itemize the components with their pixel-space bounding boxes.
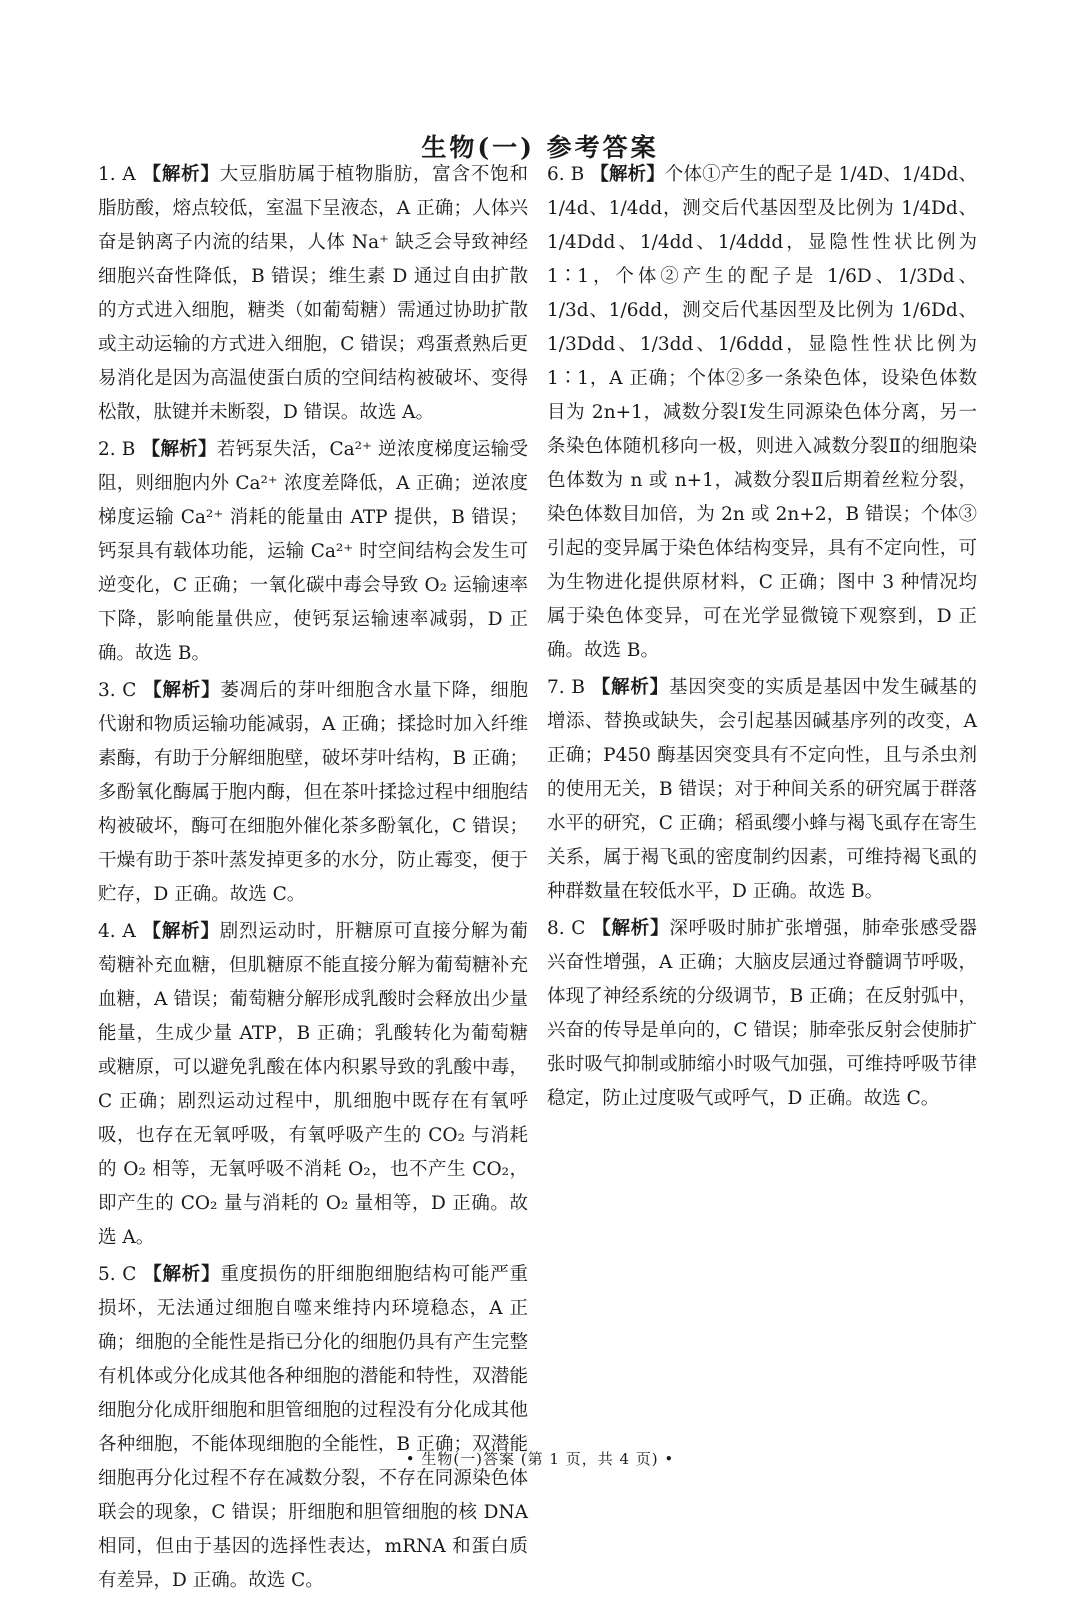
- left-column: [98, 158, 528, 1601]
- question-label: 1. A: [98, 164, 136, 185]
- page-footer: • 生物(一)答案 (第 1 页，共 4 页) •: [405, 1450, 675, 1468]
- analysis-tag: 【解析】: [141, 164, 220, 185]
- page-title: 生物(一) 参考答案: [421, 133, 659, 162]
- analysis-tag: 【解析】: [142, 680, 221, 701]
- answer-item: [98, 674, 528, 912]
- answer-text: 剧烈运动时，肝糖原可直接分解为葡萄糖补充血糖，但肌糖原不能直接分解为葡萄糖补充血糖，A 错误；葡萄糖分解形成乳酸时会释放出少量能量，生成少量 ATP，B 正确；乳酸转化为葡萄糖或糖原，可以避免乳酸在体内积累导致的乳酸中毒，C 正确；剧烈运动过程中，肌细胞中既存在有氧呼吸，也存在无氧呼吸，有氧呼吸产生的 CO₂ 与消耗的 O₂ 相等，无氧呼吸不消耗 O₂，也不产生 CO₂，即产生的 CO₂ 量与消耗的 O₂ 量相等，D 正确。故选 A。: [98, 921, 528, 1248]
- analysis-tag: 【解析】: [141, 921, 220, 942]
- analysis-tag: 【解析】: [142, 1264, 221, 1285]
- answer-text: 若钙泵失活，Ca²⁺ 逆浓度梯度运输受阻，则细胞内外 Ca²⁺ 浓度差降低，A 正确；逆浓度梯度运输 Ca²⁺ 消耗的能量由 ATP 提供，B 错误；钙泵具有载体功能，运输 Ca²⁺ 时空间结构会发生可逆变化，C 正确；一氧化碳中毒会导致 O₂ 运输速率下降，影响能量供应，使钙泵运输速率减弱，D 正确。故选 B。: [98, 439, 528, 664]
- question-label: 5. C: [98, 1264, 137, 1285]
- question-label: 2. B: [98, 439, 136, 460]
- question-label: 7. B: [547, 677, 585, 698]
- answer-text: 大豆脂肪属于植物脂肪，富含不饱和脂肪酸，熔点较低，室温下呈液态，A 正确；人体兴奋是钠离子内流的结果，人体 Na⁺ 缺乏会导致神经细胞兴奋性降低，B 错误；维生素 D 通过自由扩散的方式进入细胞，糖类（如葡萄糖）需通过协助扩散或主动运输的方式进入细胞，C 错误；鸡蛋煮熟后更易消化是因为高温使蛋白质的空间结构被破坏、变得松散，肽键并未断裂，D 错误。故选 A。: [98, 164, 528, 423]
- answer-item: [547, 671, 977, 909]
- answer-text: 深呼吸时肺扩张增强，肺牵张感受器兴奋性增强，A 正确；大脑皮层通过脊髓调节呼吸，体现了神经系统的分级调节，B 正确；在反射弧中，兴奋的传导是单向的，C 错误；肺牵张反射会使肺扩张时吸气抑制或肺缩小时吸气加强，可维持呼吸节律稳定，防止过度吸气或呼气，D 正确。故选 C。: [547, 918, 977, 1109]
- answer-text: 萎凋后的芽叶细胞含水量下降，细胞代谢和物质运输功能减弱，A 正确；揉捻时加入纤维素酶，有助于分解细胞壁，破坏芽叶结构，B 正确；多酚氧化酶属于胞内酶，但在茶叶揉捻过程中细胞结构被破坏，酶可在细胞外催化茶多酚氧化，C 错误；干燥有助于茶叶蒸发掉更多的水分，防止霉变，便于贮存，D 正确。故选 C。: [98, 680, 528, 905]
- answer-item: [547, 158, 977, 668]
- answer-item: [547, 912, 977, 1116]
- analysis-tag: 【解析】: [590, 677, 669, 698]
- answer-item: [98, 158, 528, 430]
- answer-item: [98, 433, 528, 671]
- answer-text: 个体①产生的配子是 1/4D、1/4Dd、1/4d、1/4dd，测交后代基因型及比例为 1/4Dd、1/4Ddd、1/4dd、1/4ddd，显隐性性状比例为 1∶1，个体②产生的配子是 1/6D、1/3Dd、1/3d、1/6dd，测交后代基因型及比例为 1/6Dd、1/3Ddd、1/3dd、1/6ddd，显隐性性状比例为 1∶1，A 正确；个体②多一条染色体，设染色体数目为 2n+1，减数分裂Ⅰ发生同源染色体分离，另一条染色体随机移向一极，则进入减数分裂Ⅱ的细胞染色体数为 n 或 n+1，减数分裂Ⅱ后期着丝粒分裂，染色体数目加倍，为 2n 或 2n+2，B 错误；个体③引起的变异属于染色体结构变异，具有不定向性，可为生物进化提供原材料，C 正确；图中 3 种情况均属于染色体变异，可在光学显微镜下观察到，D 正确。故选 B。: [547, 164, 977, 661]
- answer-item: [98, 1258, 528, 1598]
- analysis-tag: 【解析】: [591, 918, 670, 939]
- question-label: 4. A: [98, 921, 136, 942]
- analysis-tag: 【解析】: [141, 439, 217, 460]
- answer-text: 重度损伤的肝细胞细胞结构可能严重损坏，无法通过细胞自噬来维持内环境稳态，A 正确；细胞的全能性是指已分化的细胞仍具有产生完整有机体或分化成其他各种细胞的潜能和特性，双潜能细胞分化成肝细胞和胆管细胞的过程没有分化成其他各种细胞，不能体现细胞的全能性，B 正确；双潜能细胞再分化过程不存在减数分裂，不存在同源染色体联会的现象，C 错误；肝细胞和胆管细胞的核 DNA 相同，但由于基因的选择性表达，mRNA 和蛋白质有差异，D 正确。故选 C。: [98, 1264, 528, 1591]
- analysis-tag: 【解析】: [590, 164, 665, 185]
- answer-item: [98, 915, 528, 1255]
- question-label: 3. C: [98, 680, 137, 701]
- question-label: 8. C: [547, 918, 586, 939]
- right-column: [547, 158, 977, 1119]
- answer-text: 基因突变的实质是基因中发生碱基的增添、替换或缺失，会引起基因碱基序列的改变，A 正确；P450 酶基因突变具有不定向性，且与杀虫剂的使用无关，B 错误；对于种间关系的研究属于群落水平的研究，C 正确；稻虱缨小蜂与褐飞虱存在寄生关系，属于褐飞虱的密度制约因素，可维持褐飞虱的种群数量在较低水平，D 正确。故选 B。: [547, 677, 977, 902]
- question-label: 6. B: [547, 164, 585, 185]
